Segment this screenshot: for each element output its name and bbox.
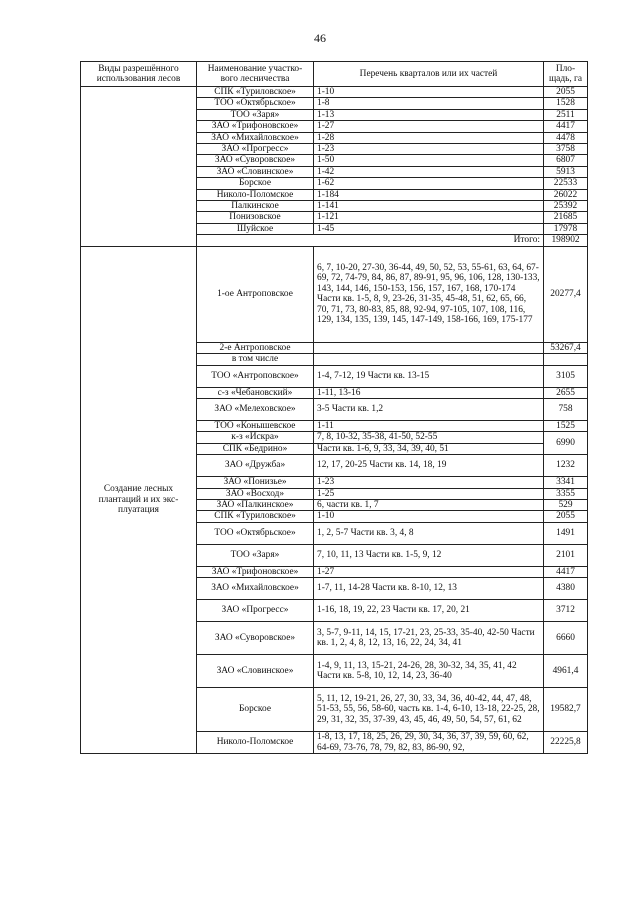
quarters-cell: 1-121 bbox=[314, 212, 544, 223]
header-forestry: Наименование участко-вого лесничества bbox=[197, 62, 314, 87]
header-use-type: Виды разрешённого использования лесов bbox=[81, 62, 197, 87]
quarters-cell bbox=[314, 354, 544, 365]
quarters-cell: 1-42 bbox=[314, 166, 544, 177]
quarters-cell: 1-28 bbox=[314, 132, 544, 143]
table-row bbox=[81, 87, 588, 98]
forestry-cell: Николо-Поломское bbox=[197, 189, 314, 200]
forestry-cell: в том числе bbox=[197, 354, 314, 365]
quarters-cell: 3, 5-7, 9-11, 14, 15, 17-21, 23, 25-33, 35-40, 42-50 Части кв. 1, 2, 4, 8, 12, 13, 16, 22, 24, 34, 41 bbox=[314, 622, 544, 655]
area-cell: 1491 bbox=[544, 522, 588, 544]
forestry-cell: СПК «Туриловское» bbox=[197, 87, 314, 98]
quarters-cell: 1-23 bbox=[314, 477, 544, 488]
quarters-cell: 12, 17, 20-25 Части кв. 14, 18, 19 bbox=[314, 455, 544, 477]
area-cell: 3341 bbox=[544, 477, 588, 488]
quarters-cell: 1-10 bbox=[314, 87, 544, 98]
forestry-cell: ЗАО «Восход» bbox=[197, 488, 314, 499]
forestry-cell: ТОО «Антроповское» bbox=[197, 365, 314, 387]
forestry-cell: Понизовское bbox=[197, 212, 314, 223]
forestry-cell: ЗАО «Суворовское» bbox=[197, 622, 314, 655]
forest-use-table bbox=[80, 61, 588, 754]
quarters-cell: 3-5 Части кв. 1,2 bbox=[314, 398, 544, 420]
quarters-cell: 7, 10, 11, 13 Части кв. 1-5, 9, 12 bbox=[314, 544, 544, 566]
quarters-cell: 1-16, 18, 19, 22, 23 Части кв. 17, 20, 21 bbox=[314, 600, 544, 622]
table-header-row bbox=[81, 62, 588, 87]
table-row bbox=[81, 246, 588, 342]
quarters-cell: 1-50 bbox=[314, 155, 544, 166]
use-type-cell bbox=[81, 87, 197, 247]
forestry-cell: ЗАО «Прогресс» bbox=[197, 600, 314, 622]
forestry-cell: ТОО «Заря» bbox=[197, 109, 314, 120]
quarters-cell: 1-4, 7-12, 19 Части кв. 13-15 bbox=[314, 365, 544, 387]
page-number: 46 bbox=[314, 31, 326, 45]
area-cell: 529 bbox=[544, 499, 588, 510]
forestry-cell: ЗАО «Мелеховское» bbox=[197, 398, 314, 420]
area-cell: 1232 bbox=[544, 455, 588, 477]
quarters-cell: 1-23 bbox=[314, 144, 544, 155]
table-body bbox=[81, 87, 588, 754]
quarters-cell: 1-13 bbox=[314, 109, 544, 120]
quarters-cell: 1-27 bbox=[314, 566, 544, 577]
total-area: 198902 bbox=[544, 235, 588, 246]
forestry-cell: ЗАО «Понизье» bbox=[197, 477, 314, 488]
area-cell: 6660 bbox=[544, 622, 588, 655]
quarters-cell: 1-25 bbox=[314, 488, 544, 499]
area-cell: 53267,4 bbox=[544, 342, 588, 353]
header-area: Пло-щадь, га bbox=[544, 62, 588, 87]
area-cell: 22533 bbox=[544, 178, 588, 189]
forestry-cell: ЗАО «Словинское» bbox=[197, 166, 314, 177]
quarters-cell: 1-141 bbox=[314, 201, 544, 212]
quarters-cell: 1-4, 9, 11, 13, 15-21, 24-26, 28, 30-32, 34, 35, 41, 42 Части кв. 5-8, 10, 12, 14, 23, 36-40 bbox=[314, 655, 544, 688]
area-cell: 2055 bbox=[544, 511, 588, 522]
area-cell: 2655 bbox=[544, 387, 588, 398]
quarters-cell: 1-27 bbox=[314, 121, 544, 132]
area-cell: 20277,4 bbox=[544, 246, 588, 342]
total-label: Итого: bbox=[197, 235, 544, 246]
forestry-cell: Николо-Поломское bbox=[197, 732, 314, 754]
forestry-cell: Борское bbox=[197, 178, 314, 189]
forestry-cell: СПК «Бедрино» bbox=[197, 443, 314, 454]
quarters-cell: 1-45 bbox=[314, 223, 544, 234]
area-cell bbox=[544, 354, 588, 365]
area-cell: 19582,7 bbox=[544, 688, 588, 732]
area-cell: 17978 bbox=[544, 223, 588, 234]
quarters-cell: 5, 11, 12, 19-21, 26, 27, 30, 33, 34, 36, 40-42, 44, 47, 48, 51-53, 55, 56, 58-60, часть кв. 1-4, 6-10, 13-18, 22-25, 28, 29, 31, 32, 35, 37-39, 43, 45, 46, 49, 50, 54, 57, 61, 62 bbox=[314, 688, 544, 732]
forestry-cell: ЗАО «Дружба» bbox=[197, 455, 314, 477]
area-cell: 3712 bbox=[544, 600, 588, 622]
quarters-cell: 1-62 bbox=[314, 178, 544, 189]
forestry-cell: Палкинское bbox=[197, 201, 314, 212]
forestry-cell: ЗАО «Прогресс» bbox=[197, 144, 314, 155]
quarters-cell: 1-10 bbox=[314, 511, 544, 522]
area-cell: 22225,8 bbox=[544, 732, 588, 754]
use-type-cell: Создание лесных плантаций и их экс-плуатация bbox=[81, 246, 197, 753]
forestry-cell: ЗАО «Трифоновское» bbox=[197, 121, 314, 132]
area-cell: 2101 bbox=[544, 544, 588, 566]
area-cell: 3355 bbox=[544, 488, 588, 499]
quarters-cell: 1-8, 13, 17, 18, 25, 26, 29, 30, 34, 36, 37, 39, 59, 60, 62, 64-69, 73-76, 78, 79, 82, 83, 86-90, 92, bbox=[314, 732, 544, 754]
forestry-cell: ЗАО «Словинское» bbox=[197, 655, 314, 688]
forestry-cell: 2-е Антроповское bbox=[197, 342, 314, 353]
forestry-cell: к-з «Искра» bbox=[197, 432, 314, 443]
forestry-cell: ЗАО «Трифоновское» bbox=[197, 566, 314, 577]
quarters-cell: 1-11, 13-16 bbox=[314, 387, 544, 398]
forestry-cell: ЗАО «Михайловское» bbox=[197, 578, 314, 600]
forestry-cell: Борское bbox=[197, 688, 314, 732]
area-cell: 21685 bbox=[544, 212, 588, 223]
quarters-cell bbox=[314, 342, 544, 353]
quarters-cell: 7, 8, 10-32, 35-38, 41-50, 52-55 bbox=[314, 432, 544, 443]
quarters-cell: 1-7, 11, 14-28 Части кв. 8-10, 12, 13 bbox=[314, 578, 544, 600]
area-cell: 2511 bbox=[544, 109, 588, 120]
area-cell: 3105 bbox=[544, 365, 588, 387]
area-cell: 1525 bbox=[544, 420, 588, 431]
area-cell: 6990 bbox=[544, 432, 588, 455]
forestry-cell: ЗАО «Палкинское» bbox=[197, 499, 314, 510]
area-cell: 4417 bbox=[544, 121, 588, 132]
forestry-cell: СПК «Туриловское» bbox=[197, 511, 314, 522]
forestry-cell: ТОО «Конышевское bbox=[197, 420, 314, 431]
quarters-cell: 6, 7, 10-20, 27-30, 36-44, 49, 50, 52, 53, 55-61, 63, 64, 67-69, 72, 74-79, 84, 86, 87, 89-91, 95, 96, 106, 128, 130-133, 143, 144, 146, 150-153, 156, 157, 167, 168, 170-174 Части кв. 1-5, 8, 9, 23-26, 31-35, 45-48, 51, 62, 65, 66, 70, 71, 73, 80-83, 85, 88, 92-94, 97-105, 107, 108, 116, 129, 134, 135, 139, 145, 147-149, 158-166, 169, 175-177 bbox=[314, 246, 544, 342]
quarters-cell: 1-8 bbox=[314, 98, 544, 109]
area-cell: 2055 bbox=[544, 87, 588, 98]
quarters-cell: 1-11 bbox=[314, 420, 544, 431]
area-cell: 4478 bbox=[544, 132, 588, 143]
area-cell: 25392 bbox=[544, 201, 588, 212]
area-cell: 4417 bbox=[544, 566, 588, 577]
area-cell: 3758 bbox=[544, 144, 588, 155]
area-cell: 1528 bbox=[544, 98, 588, 109]
quarters-cell: 6, части кв. 1, 7 bbox=[314, 499, 544, 510]
forestry-cell: 1-ое Антроповское bbox=[197, 246, 314, 342]
quarters-cell: 1-184 bbox=[314, 189, 544, 200]
forestry-cell: ТОО «Октябрьское» bbox=[197, 98, 314, 109]
forestry-cell: ТОО «Заря» bbox=[197, 544, 314, 566]
area-cell: 4380 bbox=[544, 578, 588, 600]
area-cell: 26022 bbox=[544, 189, 588, 200]
area-cell: 758 bbox=[544, 398, 588, 420]
header-quarters: Перечень кварталов или их частей bbox=[314, 62, 544, 87]
forestry-cell: ЗАО «Михайловское» bbox=[197, 132, 314, 143]
forestry-cell: с-з «Чебановский» bbox=[197, 387, 314, 398]
forestry-cell: Шуйское bbox=[197, 223, 314, 234]
area-cell: 6807 bbox=[544, 155, 588, 166]
forestry-cell: ЗАО «Суворовское» bbox=[197, 155, 314, 166]
area-cell: 4961,4 bbox=[544, 655, 588, 688]
quarters-cell: Части кв. 1-6, 9, 33, 34, 39, 40, 51 bbox=[314, 443, 544, 454]
quarters-cell: 1, 2, 5-7 Части кв. 3, 4, 8 bbox=[314, 522, 544, 544]
forestry-cell: ТОО «Октябрьское» bbox=[197, 522, 314, 544]
area-cell: 5913 bbox=[544, 166, 588, 177]
